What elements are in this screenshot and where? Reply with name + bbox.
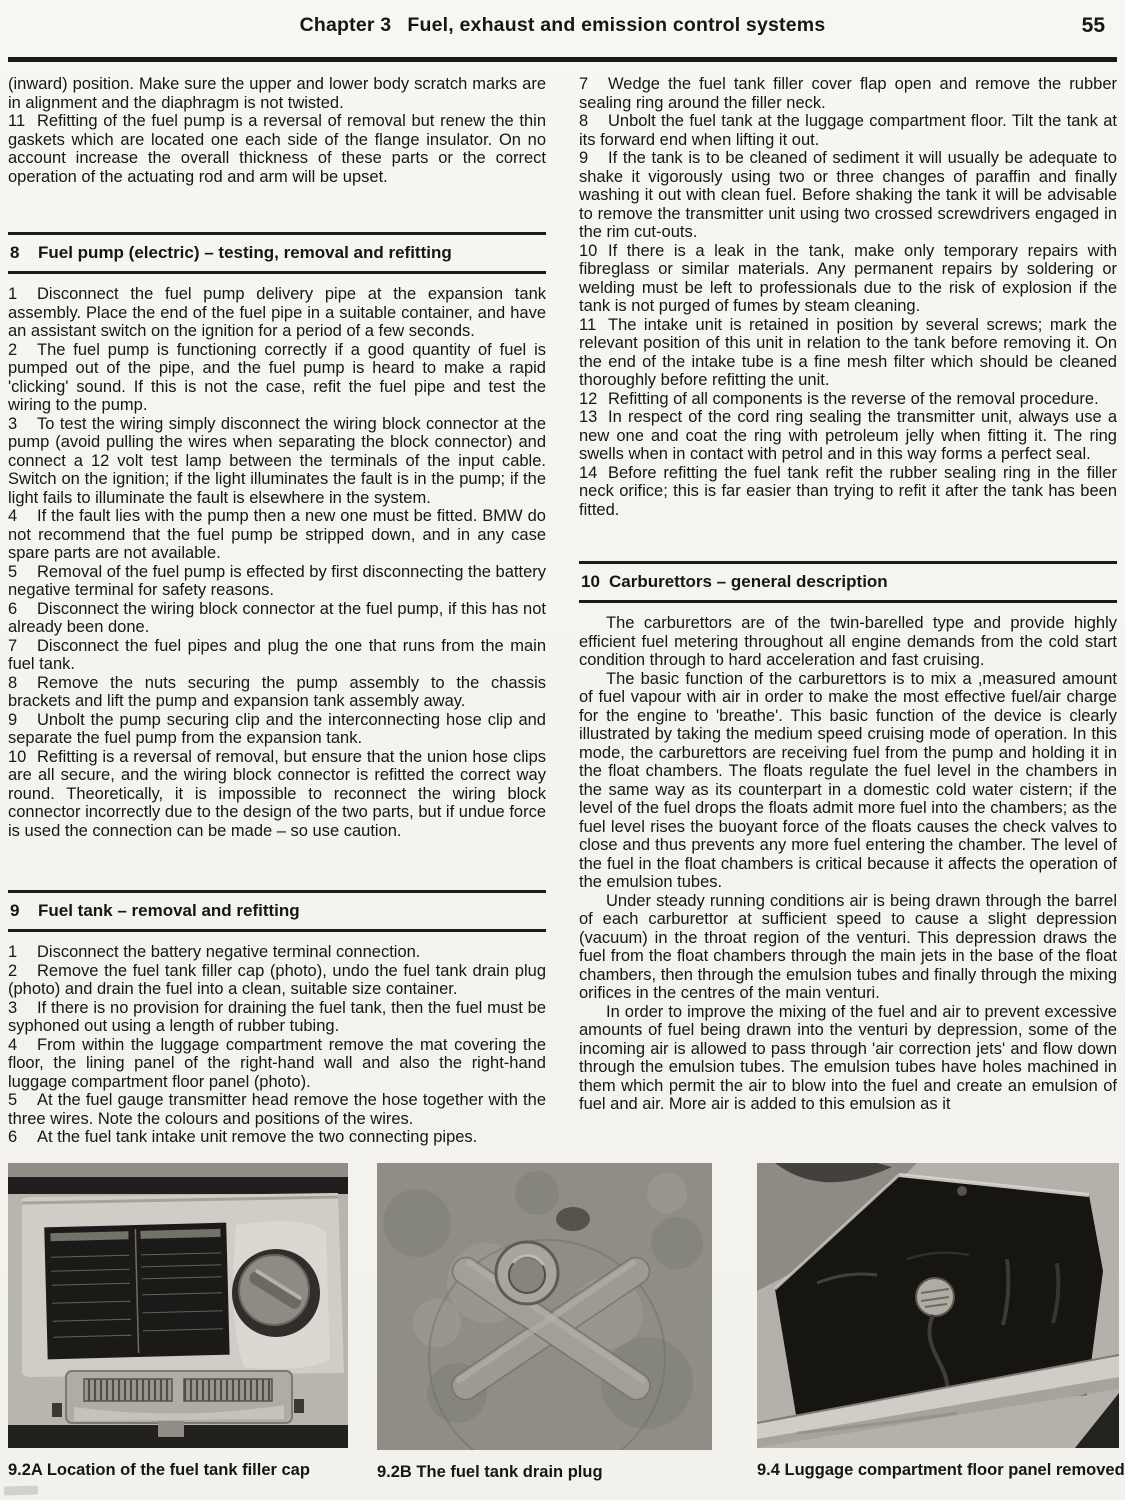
paragraph-number: 3 bbox=[8, 414, 18, 433]
paragraph-number: 6 bbox=[8, 599, 18, 618]
paragraph: In order to improve the mixing of the fuel and air to prevent excessive amounts of fuel being drawn into the venturi by depression, some of the incoming air is allowed to pass through 'air correction jets' and flow down through the emulsion tubes. The emulsion tubes have holes machined in them which permit the air to blow into the fuel and create an emulsion of fuel and air. More air is added to this emulsion as it bbox=[579, 1002, 1117, 1113]
paragraph-number: 10 bbox=[579, 241, 598, 260]
figure-floor-panel bbox=[757, 1163, 1125, 1480]
paragraph-number: 7 bbox=[8, 636, 18, 655]
paragraph-number: 7 bbox=[579, 75, 589, 93]
photo-fuel-tank-drain-plug bbox=[377, 1163, 712, 1450]
section-title: Carburettors – general description bbox=[609, 572, 888, 591]
section-number: 8 bbox=[10, 243, 20, 262]
figure-row bbox=[0, 1163, 1125, 1493]
photo-fuel-filler-cap bbox=[8, 1163, 348, 1448]
right-column bbox=[579, 75, 1117, 1175]
paragraph: 9 If the tank is to be cleaned of sediment it will usually be adequate to shake it vigorously using two or three changes of paraffin and finally washing it out with clean fuel. Before shaking the tank it will be advisable to remove the transmitter unit using two crossed screwdrivers engaged in the rim cut-outs. bbox=[579, 149, 1117, 241]
paragraph: 1 Disconnect the fuel pump delivery pipe at the expansion tank assembly. Place the end of the fuel pipe in a suitable container, and have an assistant switch on the ignition for a period of a few seconds. bbox=[8, 285, 546, 340]
paragraph-number: 5 bbox=[8, 1091, 18, 1109]
paragraph-number: 8 bbox=[579, 112, 589, 130]
section-title: Fuel pump (electric) – testing, removal and refitting bbox=[38, 243, 452, 262]
paragraph: (inward) position. Make sure the upper and lower body scratch marks are in alignment and the diaphragm is not twisted. bbox=[8, 75, 546, 112]
figure-filler-cap bbox=[8, 1163, 348, 1480]
section-9-body bbox=[8, 943, 546, 1147]
figure-caption: 9.2B The fuel tank drain plug bbox=[377, 1463, 603, 1481]
section-number: 9 bbox=[10, 901, 20, 920]
paragraph: 5 At the fuel gauge transmitter head remove the hose together with the three wires. Note the colours and positions of the wires. bbox=[8, 1091, 546, 1128]
page-header bbox=[0, 0, 1125, 54]
chapter-subject: Fuel, exhaust and emission control systems bbox=[407, 14, 826, 36]
paragraph-number: 11 bbox=[579, 315, 597, 334]
paragraph: 10 Refitting is a reversal of removal, but ensure that the union hose clips are all secure, and the wiring block connector is refitted the correct way round. Theoretically, it is impossible to reconnect the wiring block connector incorrectly due to the design of the two parts, but if undue force is used the connection can be made – so use caution. bbox=[8, 747, 546, 840]
paragraph-number: 9 bbox=[8, 710, 18, 729]
paragraph-number: 9 bbox=[579, 149, 589, 167]
paragraph-number: 11 bbox=[8, 112, 26, 130]
paragraph-number: 1 bbox=[8, 285, 18, 303]
paragraph: 9 Unbolt the pump securing clip and the interconnecting hose clip and separate the fuel pump from the expansion tank. bbox=[8, 710, 546, 747]
chapter-title bbox=[0, 14, 1125, 37]
paragraph-number: 13 bbox=[579, 408, 598, 426]
intro-paragraphs bbox=[8, 75, 546, 186]
paragraph: 3 If there is no provision for draining the fuel tank, then the fuel must be syphoned out using a length of rubber tubing. bbox=[8, 998, 546, 1035]
page-number: 55 bbox=[1081, 14, 1105, 37]
paragraph-number: 4 bbox=[8, 1035, 18, 1054]
left-column bbox=[8, 75, 546, 1175]
paragraph-number: 6 bbox=[8, 1128, 18, 1146]
paragraph-number: 10 bbox=[8, 747, 27, 766]
paragraph: 6 Disconnect the wiring block connector at the fuel pump, if this has not already been done. bbox=[8, 599, 546, 636]
paragraph-number: 8 bbox=[8, 673, 18, 692]
section-8-heading bbox=[8, 232, 546, 274]
paragraph-number: 2 bbox=[8, 340, 18, 359]
paragraph: 5 Removal of the fuel pump is effected by first disconnecting the battery negative terminal for safety reasons. bbox=[8, 562, 546, 599]
paragraph: 6 At the fuel tank intake unit remove the two connecting pipes. bbox=[8, 1128, 478, 1146]
section-number: 10 bbox=[581, 572, 600, 591]
paragraph: 11 The intake unit is retained in position by several screws; mark the relevant position of this unit in relation to the tank before removing it. On the end of the intake tube is a fine mesh filter which should be cleaned thoroughly before refitting the unit. bbox=[579, 315, 1117, 389]
paragraph-number: 3 bbox=[8, 998, 18, 1017]
paragraph: 3 To test the wiring simply disconnect the wiring block connector at the pump (avoid pulling the wires when separating the block connector) and connect a 12 volt test lamp between the terminals of the input cable. Switch on the ignition; if the light illuminates the fault is in the pump; if the light fails to illuminate the fault is elsewhere in the system. bbox=[8, 414, 546, 507]
paragraph: 12 Refitting of all components is the reverse of the removal procedure. bbox=[579, 389, 1099, 408]
paragraph: Under steady running conditions air is being drawn through the barrel of each carburettor at sufficient speed to cause a slight depression (vacuum) in the throat region of the venturi. This depression draws the fuel from the float chambers through the main jets in the base of the float chambers, then through the emulsion tubes and finally through the mixing orifices in the centres of the main venturi. bbox=[579, 891, 1117, 1002]
photo-luggage-compartment bbox=[757, 1163, 1119, 1448]
section-title: Fuel tank – removal and refitting bbox=[38, 901, 300, 920]
paragraph: 2 Remove the fuel tank filler cap (photo), undo the fuel tank drain plug (photo) and drain the fuel into a clean, suitable size container. bbox=[8, 961, 546, 998]
figure-caption: 9.4 Luggage compartment floor panel removed bbox=[757, 1461, 1125, 1479]
text-columns bbox=[0, 62, 1125, 1175]
paragraph-number: 12 bbox=[579, 389, 598, 408]
section-9-continued bbox=[579, 75, 1117, 519]
paragraph-number: 5 bbox=[8, 562, 18, 581]
paragraph: 8 Remove the nuts securing the pump assembly to the chassis brackets and lift the pump and expansion tank assembly away. bbox=[8, 673, 546, 710]
paragraph: 14 Before refitting the fuel tank refit the rubber sealing ring in the filler neck orifice; this is far easier than trying to refit it after the tank has been fitted. bbox=[579, 463, 1117, 519]
paragraph: 1 Disconnect the battery negative terminal connection. bbox=[8, 943, 421, 961]
section-10-heading bbox=[579, 561, 1117, 603]
paragraph-number: 14 bbox=[579, 463, 598, 482]
figure-caption: 9.2A Location of the fuel tank filler cap bbox=[8, 1461, 310, 1479]
section-10-body bbox=[579, 614, 1117, 1114]
paragraph: The carburettors are of the twin-barelled type and provide highly efficient fuel metering throughout all engine demands from the cold start condition through to hard acceleration and fast cruising. bbox=[579, 614, 1117, 669]
paragraph: 4 From within the luggage compartment remove the mat covering the floor, the lining panel of the right-hand wall and also the right-hand luggage compartment floor panel (photo). bbox=[8, 1035, 546, 1091]
paragraph: 4 If the fault lies with the pump then a new one must be fitted. BMW do not recommend that the fuel pump be stripped down, and in any case spare parts are not available. bbox=[8, 507, 546, 562]
section-8-body bbox=[8, 285, 546, 840]
paragraph: 7 Wedge the fuel tank filler cover flap open and remove the rubber sealing ring around the filler neck. bbox=[579, 75, 1117, 112]
paragraph-number: 2 bbox=[8, 961, 18, 980]
section-9-heading bbox=[8, 890, 546, 932]
chapter-label: Chapter 3 bbox=[299, 14, 392, 36]
paragraph: 2 The fuel pump is functioning correctly if a good quantity of fuel is pumped out of the pipe, and the fuel pump is heard to make a rapid 'clicking' sound. If this is not the case, refit the fuel pipe and test the wiring to the pump. bbox=[8, 340, 546, 414]
paragraph: 7 Disconnect the fuel pipes and plug the one that runs from the main fuel tank. bbox=[8, 636, 546, 673]
paragraph: The basic function of the carburettors is to mix a ,measured amount of fuel vapour with air in order to make the most effective fuel/air charge for the engine to 'breathe'. This basic function of the device is clearly illustrated by taking the medium speed cruising mode of operation. In this mode, the carburettors are receiving fuel from the pump and holding it in the float chambers. The floats regulate the fuel level in the chambers in the same way as its counterpart in a domestic cold water cistern; if the level of the fuel drops the floats admit more fuel into the chambers; as the fuel level rises the buoyant force of the floats causes the check valves to close and thus prevents any more fuel entering the chamber. The level of the fuel in the float chambers is critical because it affects the operation of the emulsion tubes. bbox=[579, 669, 1117, 891]
paragraph: 8 Unbolt the fuel tank at the luggage compartment floor. Tilt the tank at its forward end when lifting it out. bbox=[579, 112, 1117, 149]
scan-artifact bbox=[4, 1485, 38, 1495]
paragraph-number: 1 bbox=[8, 943, 18, 961]
paragraph: 11 Refitting of the fuel pump is a reversal of removal but renew the thin gaskets which are located one each side of the flange insulator. On no account increase the overall thickness of these parts or the correct operation of the actuating rod and arm will be upset. bbox=[8, 112, 546, 186]
paragraph-number: 4 bbox=[8, 507, 18, 525]
figure-drain-plug bbox=[377, 1163, 712, 1482]
paragraph: 10 If there is a leak in the tank, make only temporary repairs with fibreglass or similar materials. Any permanent repairs by soldering or welding must be left to professionals due to the risk of explosion if the tank is not purged of fumes by steam cleaning. bbox=[579, 241, 1117, 315]
paragraph: 13 In respect of the cord ring sealing the transmitter unit, always use a new one and coat the ring with petroleum jelly when fitting it. The ring swells when in contact with petrol and in this way forms a perfect seal. bbox=[579, 408, 1117, 463]
